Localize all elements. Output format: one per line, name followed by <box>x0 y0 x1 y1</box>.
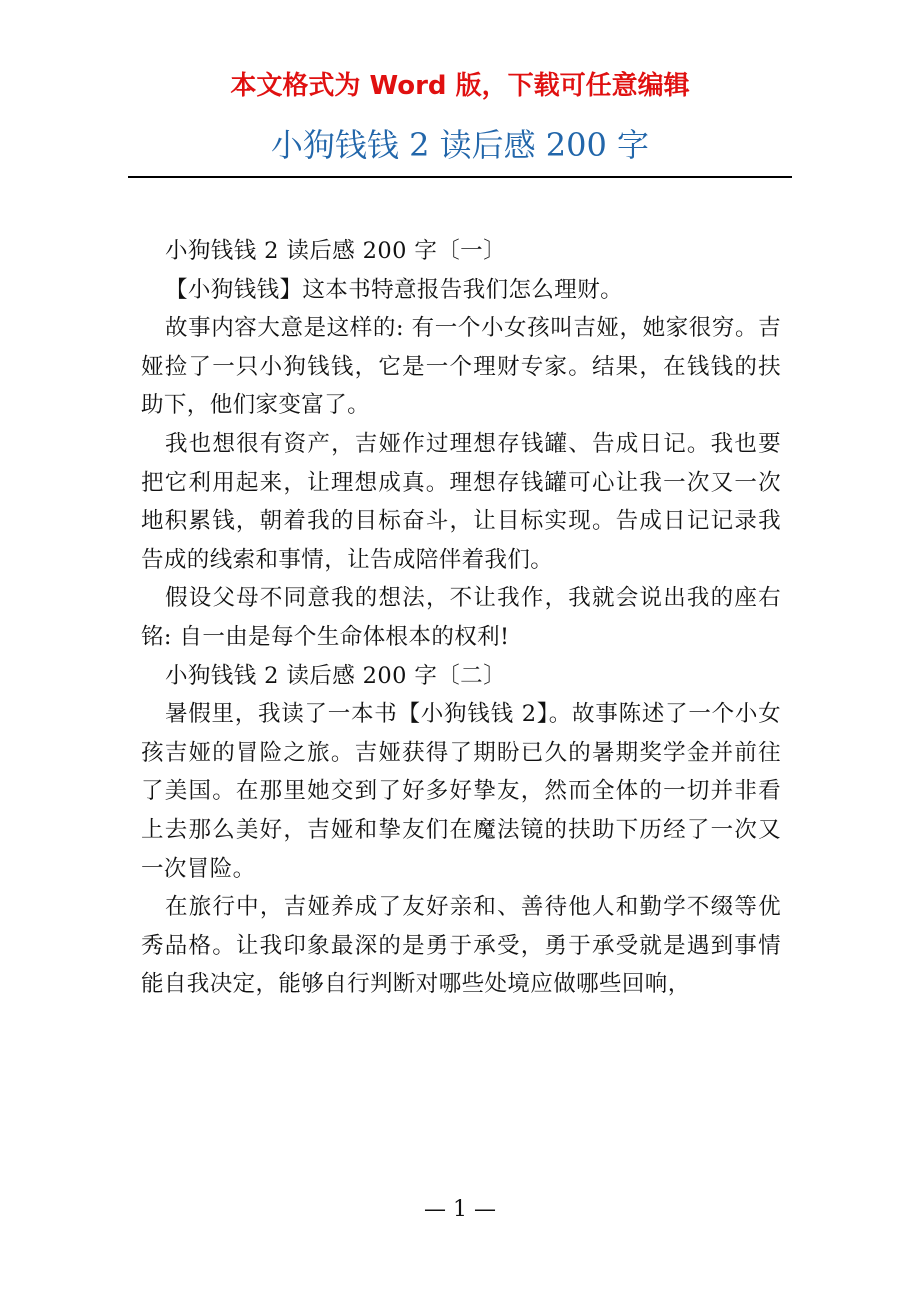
section-heading-1: 小狗钱钱 2 读后感 200 字〔一〕 <box>165 238 506 264</box>
paragraph: 我也想很有资产，吉娅作过理想存钱罐、告成日记。我也要把它利用起来，让理想成真。理想存钱罐可心让我一次又一次地积累钱，朝着我的目标奋斗，让目标实现。告成日记记录我告成的线索和事情，让告成陪伴着我们。 <box>141 430 781 573</box>
title-divider <box>128 176 792 178</box>
document-body <box>141 232 781 1004</box>
page-number: — 1 — <box>424 1197 496 1222</box>
paragraph: 在旅行中，吉娅养成了友好亲和、善待他人和勤学不缀等优秀品格。让我印象最深的是勇于承受，勇于承受就是遇到事情能自我决定，能够自行判断对哪些处境应做哪些回响， <box>141 894 781 998</box>
section-heading-2: 小狗钱钱 2 读后感 200 字〔二〕 <box>165 662 506 689</box>
paragraph: 暑假里，我读了一本书【小狗钱钱 2】。故事陈述了一个小女孩吉娅的冒险之旅。吉娅获得了期盼已久的暑期奖学金并前往了美国。在那里她交到了好多好挚友，然而全体的一切并非看上去那么美好，吉娅和挚友们在魔法镜的扶助下历经了一次又一次冒险。 <box>141 701 781 882</box>
paragraph: 【小狗钱钱】这本书特意报告我们怎么理财。 <box>165 276 624 303</box>
format-notice: 本文格式为 Word 版，下载可任意编辑 <box>230 71 690 101</box>
paragraph: 假设父母不同意我的想法，不让我作，我就会说出我的座右铭: 自一由是每个生命体根本的权利! <box>141 585 781 650</box>
document-title: 小狗钱钱 2 读后感 200 字 <box>270 126 650 164</box>
paragraph: 故事内容大意是这样的: 有一个小女孩叫吉娅，她家很穷。吉娅捡了一只小狗钱钱，它是一个理财专家。结果，在钱钱的扶助下，他们家变富了。 <box>141 315 781 419</box>
